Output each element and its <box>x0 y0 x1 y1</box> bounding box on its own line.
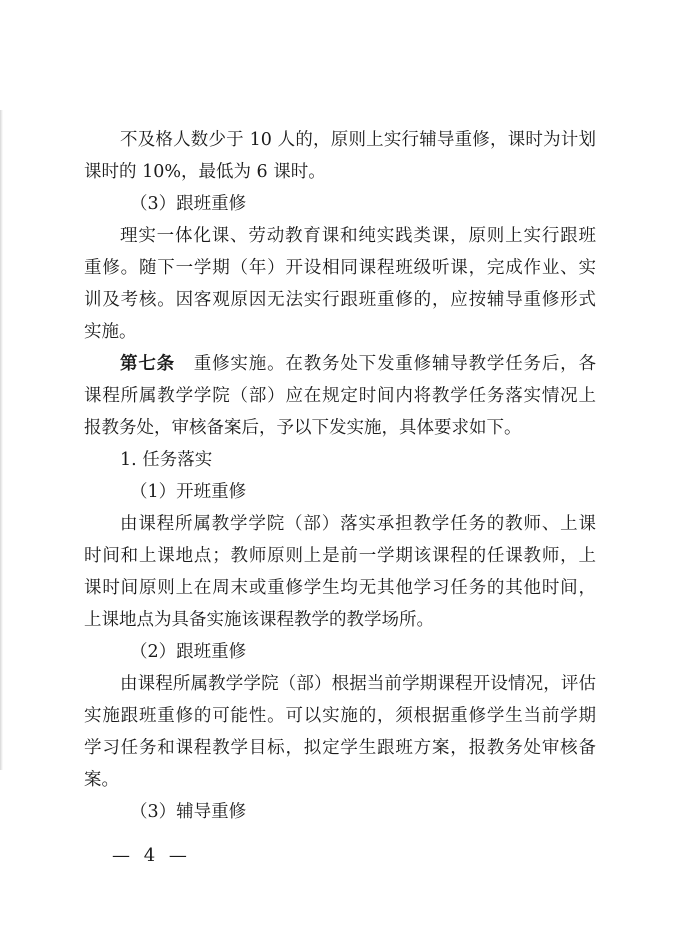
paragraph-line: 由课程所属教学学院（部）落实承担教学任务的教师、上课 <box>120 514 596 534</box>
paragraph-line: 报教务处，审核备案后，予以下发实施，具体要求如下。 <box>84 418 522 438</box>
paragraph-line: 上课地点为具备实施该课程教学的教学场所。 <box>84 610 434 630</box>
section-heading: 1. 任务落实 <box>120 450 213 470</box>
paragraph-line: 实施跟班重修的可能性。可以实施的，须根据重修学生当前学期 <box>84 706 596 726</box>
paragraph-line: 案。 <box>84 770 119 790</box>
section-heading: （1）开班重修 <box>130 482 247 502</box>
paragraph-line: 课时的 10%，最低为 6 课时。 <box>84 162 326 182</box>
paragraph-line: 时间和上课地点；教师原则上是前一学期该课程的任课教师，上 <box>84 546 596 566</box>
article-text: 重修实施。在教务处下发重修辅导教学任务后，各 <box>192 354 596 374</box>
paragraph-line: 由课程所属教学学院（部）根据当前学期课程开设情况，评估 <box>120 674 596 694</box>
paragraph-line: 学习任务和课程教学目标，拟定学生跟班方案，报教务处审核备 <box>84 738 596 758</box>
paragraph-line: 实施。 <box>84 322 137 342</box>
paragraph-line: 理实一体化课、劳动教育课和纯实践类课，原则上实行跟班 <box>120 226 596 246</box>
section-heading: （3）跟班重修 <box>130 194 247 214</box>
paragraph-line: 重修。随下一学期（年）开设相同课程班级听课，完成作业、实 <box>84 258 596 278</box>
page-number: — 4 — <box>112 845 191 866</box>
paragraph-line: 课程所属教学学院（部）应在规定时间内将教学任务落实情况上 <box>84 386 596 406</box>
section-heading: （2）跟班重修 <box>130 642 247 662</box>
page-edge-shadow <box>0 110 3 770</box>
section-heading: （3）辅导重修 <box>130 802 247 822</box>
document-body <box>84 124 596 828</box>
article-label: 第七条 <box>120 354 175 374</box>
paragraph-line: 训及考核。因客观原因无法实行跟班重修的，应按辅导重修形式 <box>84 290 596 310</box>
article-line <box>84 348 596 380</box>
paragraph-line: 不及格人数少于 10 人的，原则上实行辅导重修，课时为计划 <box>120 130 596 150</box>
paragraph-line: 课时间原则上在周末或重修学生均无其他学习任务的其他时间， <box>84 578 596 598</box>
